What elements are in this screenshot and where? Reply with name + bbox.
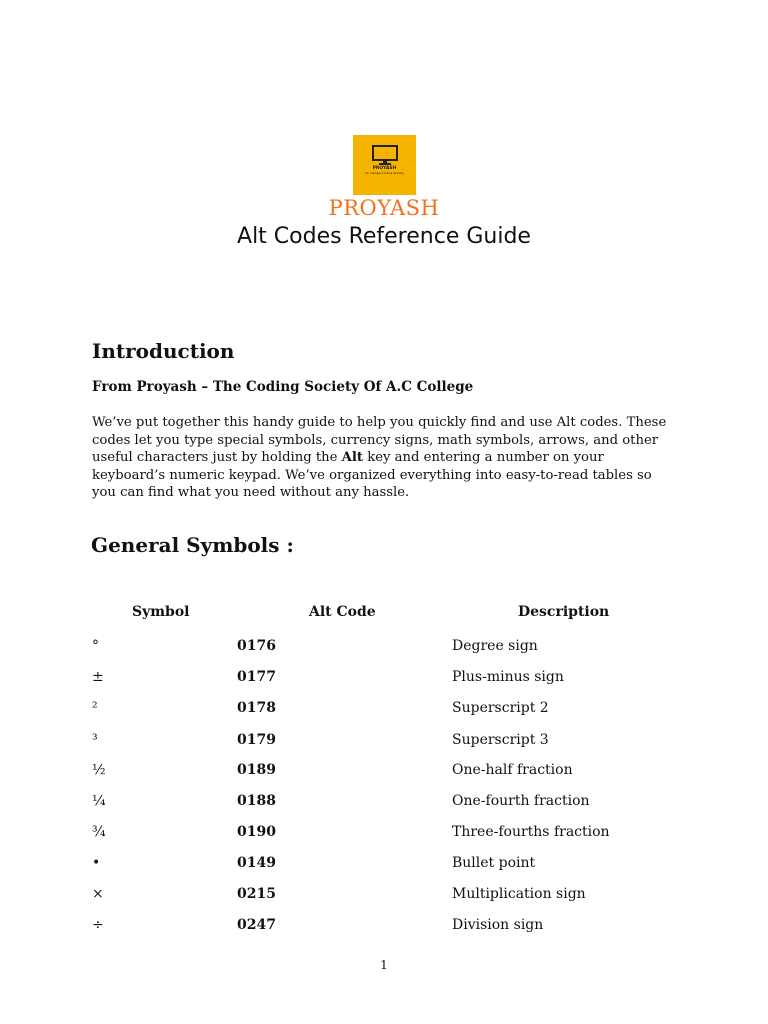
row-alt-code: 0179 (237, 732, 276, 748)
table-row (0, 732, 768, 756)
table-row (0, 669, 768, 693)
row-alt-code: 0177 (237, 669, 276, 685)
table-row (0, 855, 768, 879)
column-header-description: Description (518, 604, 610, 620)
introduction-paragraph (92, 414, 682, 502)
introduction-subheading: From Proyash – The Coding Society Of A.C College (92, 379, 474, 395)
row-description: Multiplication sign (452, 886, 586, 902)
row-description: Superscript 3 (452, 732, 549, 748)
row-description: Plus-minus sign (452, 669, 564, 685)
row-description: Degree sign (452, 638, 538, 654)
row-alt-code: 0215 (237, 886, 276, 902)
table-row (0, 793, 768, 817)
page-number: 1 (380, 958, 388, 972)
row-symbol: ÷ (92, 917, 104, 933)
intro-line-3b: key and entering a number on your (363, 450, 604, 465)
column-header-symbol: Symbol (132, 604, 190, 620)
row-alt-code: 0190 (237, 824, 276, 840)
brand-name: PROYASH (328, 196, 440, 220)
document-title: Alt Codes Reference Guide (237, 224, 531, 249)
table-row (0, 917, 768, 941)
logo-name: PROYASH (372, 166, 397, 171)
row-description: Superscript 2 (452, 700, 549, 716)
general-symbols-heading: General Symbols : (91, 533, 294, 557)
table-row (0, 700, 768, 724)
monitor-icon (372, 145, 398, 165)
table-row (0, 886, 768, 910)
table-row (0, 824, 768, 848)
row-alt-code: 0178 (237, 700, 276, 716)
row-symbol: ¾ (92, 824, 106, 840)
intro-line-3a: useful characters just by holding the (92, 450, 342, 465)
row-symbol: × (92, 886, 104, 902)
alt-key-emphasis: Alt (341, 450, 364, 465)
table-row (0, 762, 768, 786)
intro-line-5: you can find what you need without any hassle. (92, 485, 410, 500)
intro-line-4: keyboard’s numeric keypad. We’ve organized everything into easy-to-read tables so (92, 467, 652, 483)
row-description: One-half fraction (452, 762, 573, 778)
row-alt-code: 0176 (237, 638, 276, 654)
row-description: One-fourth fraction (452, 793, 590, 809)
intro-line-2: codes let you type special symbols, currency signs, math symbols, arrows, and other (92, 432, 659, 448)
row-symbol: ¼ (92, 793, 106, 809)
row-symbol: ½ (92, 762, 106, 778)
row-description: Three-fourths fraction (452, 824, 610, 840)
row-symbol: ³ (92, 732, 98, 748)
intro-line-1: We’ve put together this handy guide to help you quickly find and use Alt codes. These (92, 415, 667, 430)
introduction-heading: Introduction (92, 339, 235, 363)
table-row (0, 638, 768, 662)
row-description: Bullet point (452, 855, 536, 871)
row-symbol: ± (92, 669, 104, 685)
row-description: Division sign (452, 917, 544, 933)
row-alt-code: 0189 (237, 762, 276, 778)
row-alt-code: 0149 (237, 855, 276, 871)
row-alt-code: 0188 (237, 793, 276, 809)
row-symbol: • (92, 855, 101, 871)
row-symbol: ² (92, 700, 98, 716)
proyash-logo (353, 135, 416, 195)
row-alt-code: 0247 (237, 917, 276, 933)
logo-tagline: AC college Coding Society (364, 171, 405, 175)
column-header-alt-code: Alt Code (309, 604, 376, 620)
row-symbol: ° (92, 638, 99, 654)
